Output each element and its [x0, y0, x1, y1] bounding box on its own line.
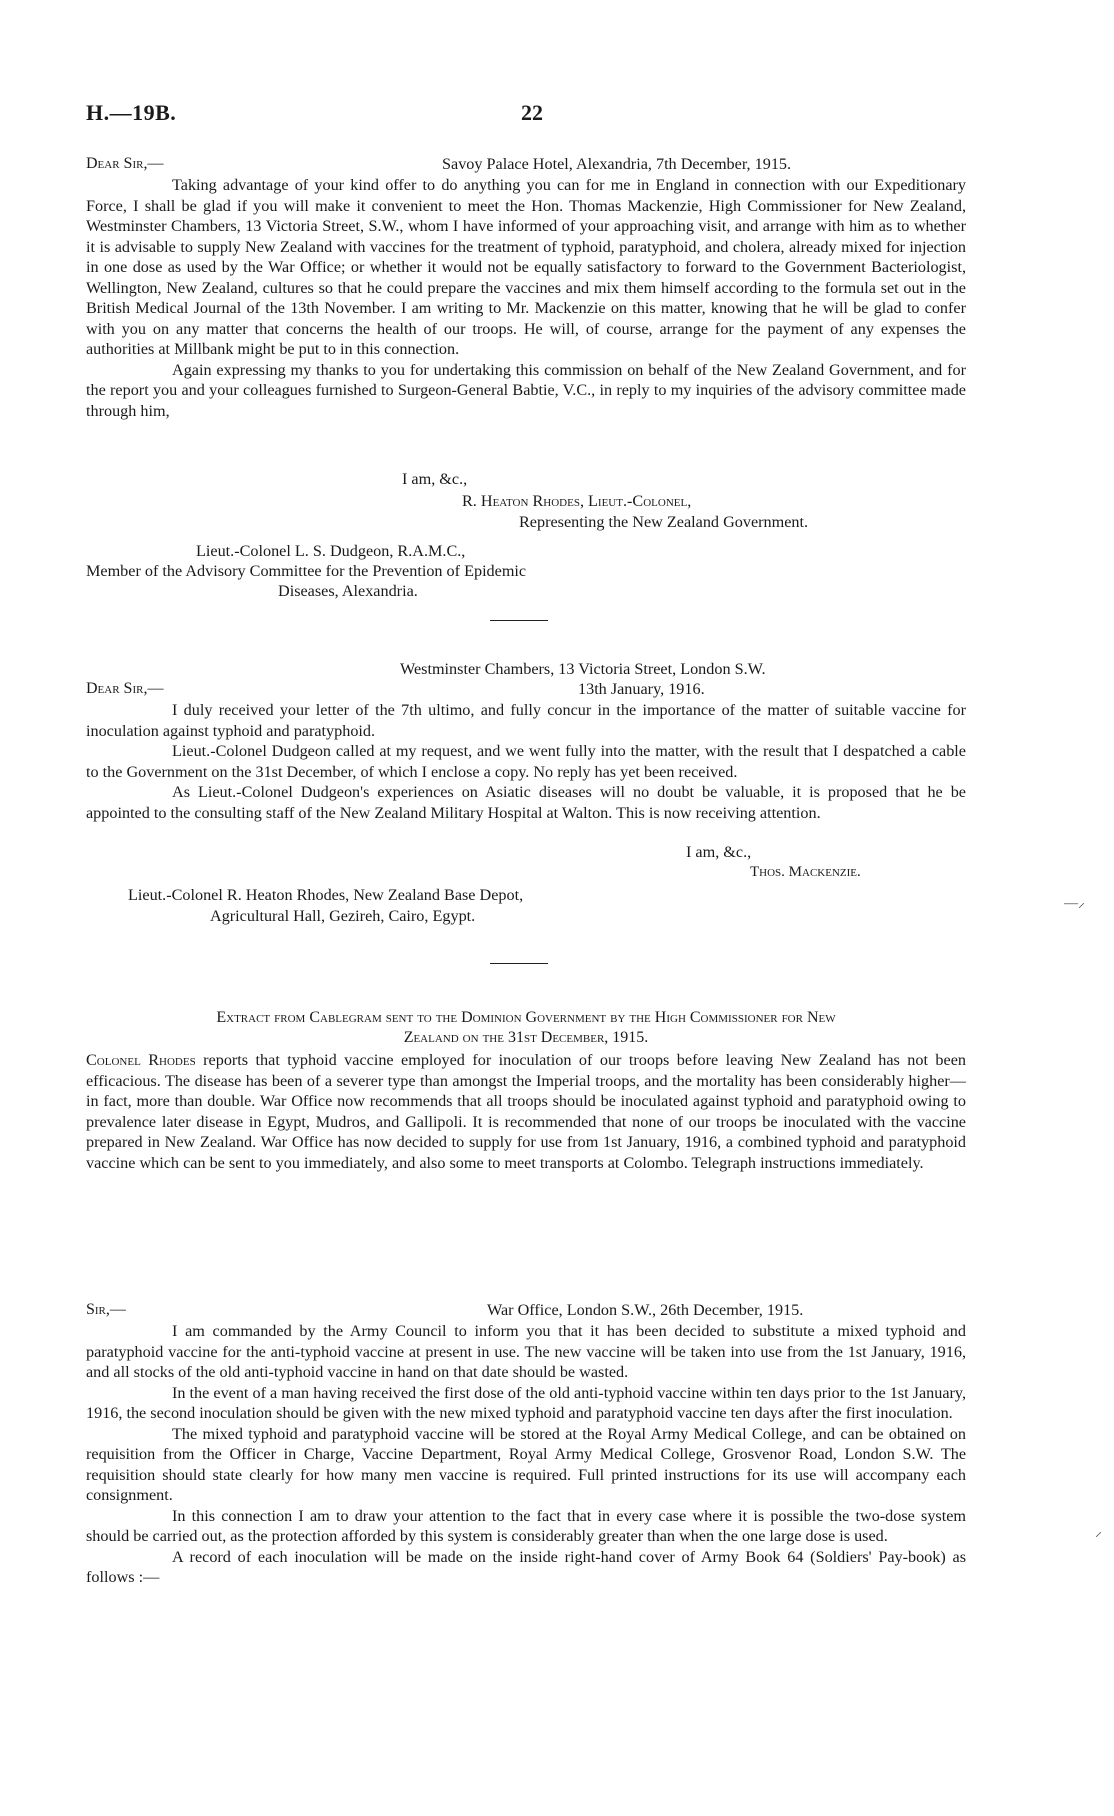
letter1-body: [86, 175, 966, 421]
letter1-closing: I am, &c.,: [402, 470, 468, 488]
letter3-paragraph: In the event of a man having received the first dose of the old anti-typhoid vaccine within ten days prior to the 1st January, 1916, the second inoculation should be given with the new mixed typhoid and paratyphoid vaccine ten days after the first inoculation.: [86, 1383, 966, 1422]
letter1-paragraph: Taking advantage of your kind offer to do anything you can for me in England in connection with our Expeditionary Force, I shall be glad if you will make it convenient to meet the Hon. Thomas Mackenzie, High Commissioner for New Zealand, Westminster Chambers, 13 Victoria Street, S.W., whom I have informed of your approaching visit, and arrange with him as to whether it is advisable to supply New Zealand with vaccines for the treatment of typhoid, paratyphoid, and cholera, already mixed for injection in one dose as used by the War Office; or whether it would not be equally satisfactory to forward to the Government Bacteriologist, Wellington, New Zealand, cultures so that he could prepare the vaccines and mix them himself according to the formula set out in the British Medical Journal of the 13th November. I am writing to Mr. Mackenzie on this matter, knowing that he will be glad to confer with you on any matter that concerns the health of our troops. He will, of course, arrange for the payment of any expenses the authorities at Millbank might be put to in this connection.: [86, 176, 966, 358]
letter2-addressee-line: Lieut.-Colonel R. Heaton Rhodes, New Zealand Base Depot,: [128, 886, 524, 904]
section-divider: [490, 620, 548, 621]
cable-body: [86, 1050, 966, 1173]
letter3-address-date: War Office, London S.W., 26th December, 1915.: [487, 1301, 804, 1319]
letter2-date: 13th January, 1916.: [578, 680, 705, 698]
letter1-addressee-line: Member of the Advisory Committee for the Prevention of Epidemic: [86, 562, 527, 580]
letter1-signature-role: Representing the New Zealand Government.: [519, 513, 809, 531]
scan-mark: —⸝: [1064, 896, 1085, 911]
cable-lead: Colonel Rhodes: [86, 1051, 196, 1069]
cable-heading-line: Extract from Cablegram sent to the Dominion Government by the High Commissioner for New: [216, 1009, 836, 1026]
letter2-paragraph: Lieut.-Colonel Dudgeon called at my request, and we went fully into the matter, with the result that I despatched a cable to the Government on the 31st December, of which I enclose a copy. No reply has yet been received.: [86, 742, 966, 781]
scan-mark: ⸝: [1095, 1525, 1102, 1540]
page-header: [86, 100, 966, 128]
series-code: H.—19B.: [86, 100, 177, 125]
letter3-paragraph: A record of each inoculation will be made on the inside right-hand cover of Army Book 64 (Soldiers' Pay-book) as follows :—: [86, 1547, 966, 1586]
letter2-paragraph: I duly received your letter of the 7th ultimo, and fully concur in the importance of the matter of suitable vaccine for inoculation against typhoid and paratyphoid.: [86, 701, 966, 740]
letter1-paragraph: Again expressing my thanks to you for undertaking this commission on behalf of the New Zealand Government, and for the report you and your colleagues furnished to Surgeon-General Babtie, V.C., in reply to my inquiries of the advisory committee made through him,: [86, 360, 966, 420]
letter3-salutation: Sir,—: [86, 1301, 126, 1318]
letter1-address-date: Savoy Palace Hotel, Alexandria, 7th December, 1915.: [442, 155, 792, 173]
cable-text: reports that typhoid vaccine employed for inoculation of our troops before leaving New Zealand has not been efficacious. The disease has been of a severer type than amongst the Imperial troops, and the mortality has been considerably higher—in fact, more than double. War Office now recommends that all troops should be inoculated against typhoid and paratyphoid owing to prevalence later disease in Egypt, Mudros, and Gallipoli. It is recommended that none of our troops be inoculated with the vaccine prepared in New Zealand. War Office has now decided to supply for use from 1st January, 1916, a combined typhoid and paratyphoid vaccine which can be sent to you immediately, and also some to meet transports at Colombo. Telegraph instructions immediately.: [86, 1051, 966, 1172]
letter2-signature: Thos. Mackenzie.: [750, 864, 861, 880]
letter1-signature: R. Heaton Rhodes, Lieut.-Colonel,: [462, 492, 692, 510]
letter3-body: [86, 1321, 966, 1588]
letter3-paragraph: The mixed typhoid and paratyphoid vaccine will be stored at the Royal Army Medical College, and can be obtained on requisition from the Officer in Charge, Vaccine Department, Royal Army Medical College, Grosvenor Road, London S.W. The requisition should state clearly for how many men vaccine is required. Full printed instructions for its use will accompany each consignment.: [86, 1424, 966, 1504]
section-divider: [490, 963, 548, 964]
letter2-addressee-line: Agricultural Hall, Gezireh, Cairo, Egypt.: [210, 907, 476, 925]
letter3-paragraph: I am commanded by the Army Council to inform you that it has been decided to substitute a mixed typhoid and paratyphoid vaccine for the anti-typhoid vaccine at present in use. The new vaccine will be taken into use from the 1st January, 1916, and all stocks of the old anti-typhoid vaccine in hand on that date should be wasted.: [86, 1322, 966, 1381]
letter3-paragraph: In this connection I am to draw your attention to the fact that in every case where it is possible the two-dose system should be carried out, as the protection afforded by this system is considerably greater than when the one large dose is used.: [86, 1506, 966, 1545]
letter1-salutation: Dear Sir,—: [86, 155, 164, 172]
letter2-closing: I am, &c.,: [686, 843, 752, 861]
letter1-addressee-line: Lieut.-Colonel L. S. Dudgeon, R.A.M.C.,: [196, 542, 466, 560]
letter2-paragraph: As Lieut.-Colonel Dudgeon's experiences on Asiatic diseases will no doubt be valuable, it is proposed that he be appointed to the consulting staff of the New Zealand Military Hospital at Walton. This is now receiving attention.: [86, 783, 966, 822]
letter2-address: Westminster Chambers, 13 Victoria Street, London S.W.: [400, 660, 766, 678]
letter2-body: [86, 700, 966, 823]
letter1-addressee-line: Diseases, Alexandria.: [278, 582, 418, 600]
page-number: 22: [521, 100, 543, 125]
cable-heading-line: Zealand on the 31st December, 1915.: [403, 1029, 649, 1046]
letter2-salutation: Dear Sir,—: [86, 680, 164, 697]
